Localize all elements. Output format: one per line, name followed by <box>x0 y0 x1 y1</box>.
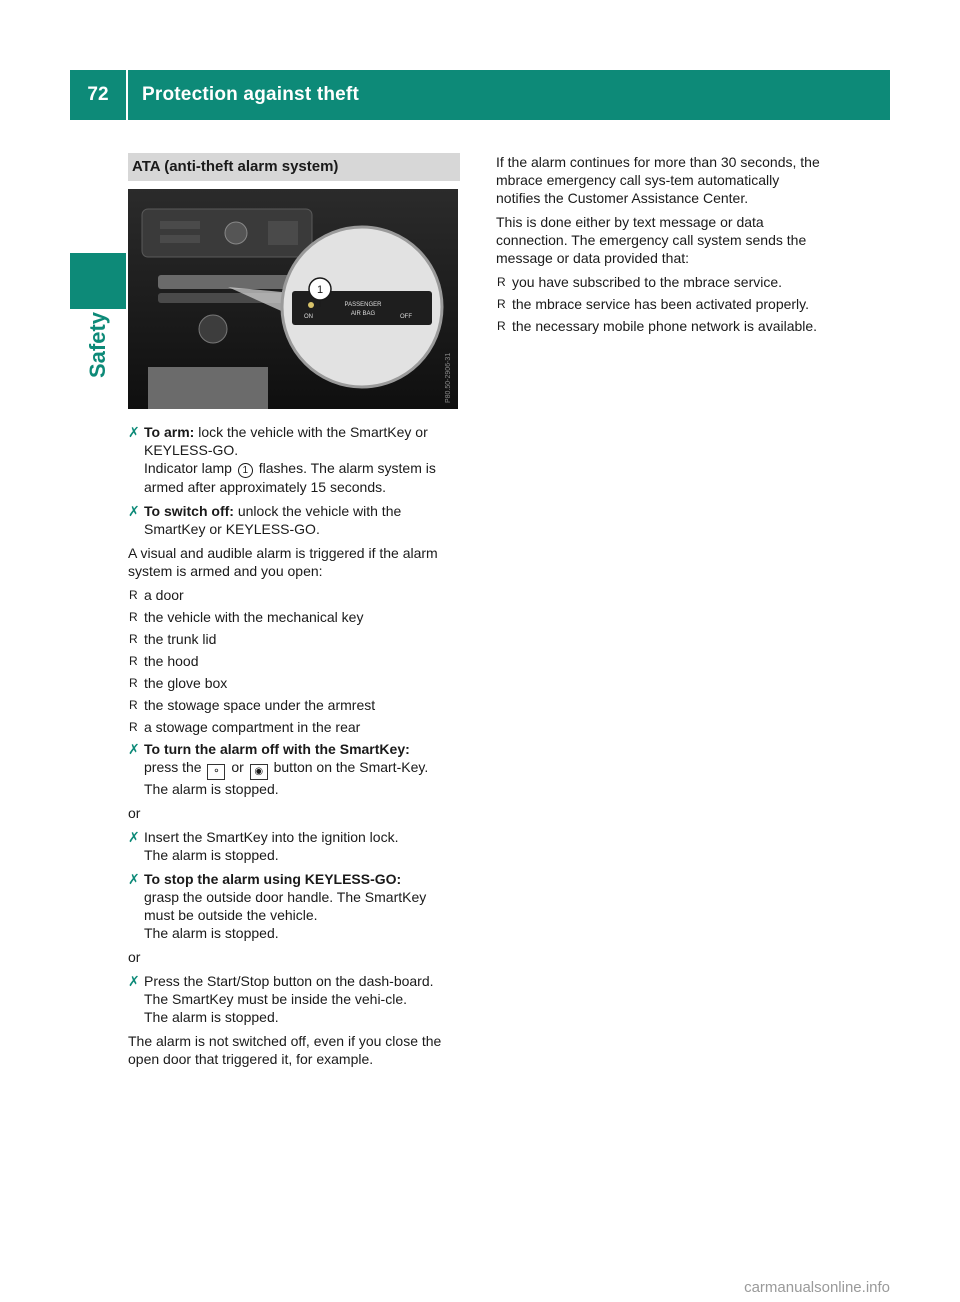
r-bullet-icon: R <box>129 632 138 646</box>
list-item: R the trunk lid <box>129 631 217 647</box>
trigger-list <box>128 586 460 736</box>
lock-icon: ◉ <box>250 764 268 780</box>
step-start-stop-text: Press the Start/Stop button on the dash-board. The SmartKey must be inside the vehi-cle. <box>144 973 434 1007</box>
r-bullet-icon: R <box>129 676 138 690</box>
stopped-text: The alarm is stopped. <box>144 925 279 941</box>
arrow-marker-icon: ✗ <box>128 829 140 845</box>
page-header <box>70 70 890 120</box>
r-bullet-icon: R <box>129 610 138 624</box>
callout-1-label: 1 <box>316 284 324 296</box>
indicator-lamp-callout: 1 <box>238 463 253 478</box>
list-item: R the mbrace service has been activated properly. <box>497 296 810 312</box>
step-smartkey-or: or <box>231 759 244 775</box>
section-tab-block <box>70 253 126 309</box>
step-smartkey <box>128 740 460 798</box>
or-text: or <box>128 805 141 821</box>
or-text: or <box>128 949 141 965</box>
step-arm-lamp-post: flashes. The alarm system is armed after approximately 15 seconds. <box>144 460 436 495</box>
watermark: carmanualsonline.info <box>744 1279 890 1296</box>
step-smartkey-label: To turn the alarm off with the SmartKey: <box>144 741 410 757</box>
list-item: R a door <box>129 587 184 603</box>
list-item: R the hood <box>129 653 199 669</box>
emergency-call-paragraph: If the alarm continues for more than 30 seconds, the mbrace emergency call sys-tem automatically notifies the Customer Assistance Center. <box>496 154 820 206</box>
header-divider <box>126 70 128 120</box>
list-item: R a stowage compartment in the rear <box>129 719 361 735</box>
step-keyless-label: To stop the alarm using KEYLESS-GO: <box>144 871 402 887</box>
stopped-text: The alarm is stopped. <box>144 781 279 797</box>
right-column <box>496 153 824 339</box>
step-arm-label: To arm: <box>144 424 195 440</box>
unlock-icon: ⚬ <box>207 764 225 780</box>
r-bullet-icon: R <box>129 654 138 668</box>
arrow-marker-icon: ✗ <box>128 741 140 757</box>
step-switch-off-text: unlock the vehicle with the SmartKey or KEYLESS-GO. <box>144 503 402 537</box>
section-heading: ATA (anti-theft alarm system) <box>128 153 460 181</box>
section-tab-label: Safety <box>85 311 110 379</box>
panel-on-label: ON <box>304 314 313 320</box>
page-number: 72 <box>87 84 109 105</box>
dashboard-figure <box>128 189 458 409</box>
panel-airbag-label: AIR BAG <box>350 311 376 317</box>
list-item: R the stowage space under the armrest <box>129 697 376 713</box>
list-item: R the vehicle with the mechanical key <box>129 609 364 625</box>
trigger-intro: A visual and audible alarm is triggered if the alarm system is armed and you open: <box>128 545 438 579</box>
step-keyless-text: grasp the outside door handle. The SmartKey must be outside the vehicle. <box>144 889 427 923</box>
step-insert-text: Insert the SmartKey into the ignition lock. <box>144 829 399 845</box>
message-paragraph: This is done either by text message or data connection. The emergency call system sends the message or data provided that: <box>496 214 807 266</box>
panel-off-label: OFF <box>400 314 412 320</box>
dashboard-illustration <box>128 189 458 409</box>
step-start-stop <box>128 972 460 1026</box>
step-arm-lamp-pre: Indicator lamp <box>144 460 232 476</box>
figure-code: P80.50-2906-31 <box>445 352 452 403</box>
page-title: Protection against theft <box>142 84 359 105</box>
list-item: R the necessary mobile phone network is available. <box>497 318 818 334</box>
step-smartkey-pre: press the <box>144 759 202 775</box>
panel-passenger-label: PASSENGER <box>344 302 382 308</box>
step-switch-off <box>128 502 460 538</box>
list-item: R the glove box <box>129 675 228 691</box>
step-insert <box>128 828 460 864</box>
r-bullet-icon: R <box>497 297 506 311</box>
closing-note: The alarm is not switched off, even if you close the open door that triggered it, for example. <box>128 1033 442 1067</box>
step-arm-text: lock the vehicle with the SmartKey or KEYLESS-GO. <box>144 424 428 458</box>
step-smartkey-post: button on the Smart-Key. <box>273 759 429 775</box>
step-arm <box>128 423 460 496</box>
arrow-marker-icon: ✗ <box>128 871 140 887</box>
step-switch-off-label: To switch off: <box>144 503 234 519</box>
r-bullet-icon: R <box>129 588 138 602</box>
left-column <box>128 153 460 1074</box>
r-bullet-icon: R <box>129 698 138 712</box>
step-keyless <box>128 870 460 942</box>
r-bullet-icon: R <box>129 720 138 734</box>
r-bullet-icon: R <box>497 319 506 333</box>
arrow-marker-icon: ✗ <box>128 973 140 989</box>
list-item: R you have subscribed to the mbrace service. <box>497 274 783 290</box>
r-bullet-icon: R <box>497 275 506 289</box>
stopped-text: The alarm is stopped. <box>144 1009 279 1025</box>
condition-list <box>496 273 824 335</box>
arrow-marker-icon: ✗ <box>128 503 140 519</box>
stopped-text: The alarm is stopped. <box>144 847 279 863</box>
arrow-marker-icon: ✗ <box>128 424 140 440</box>
